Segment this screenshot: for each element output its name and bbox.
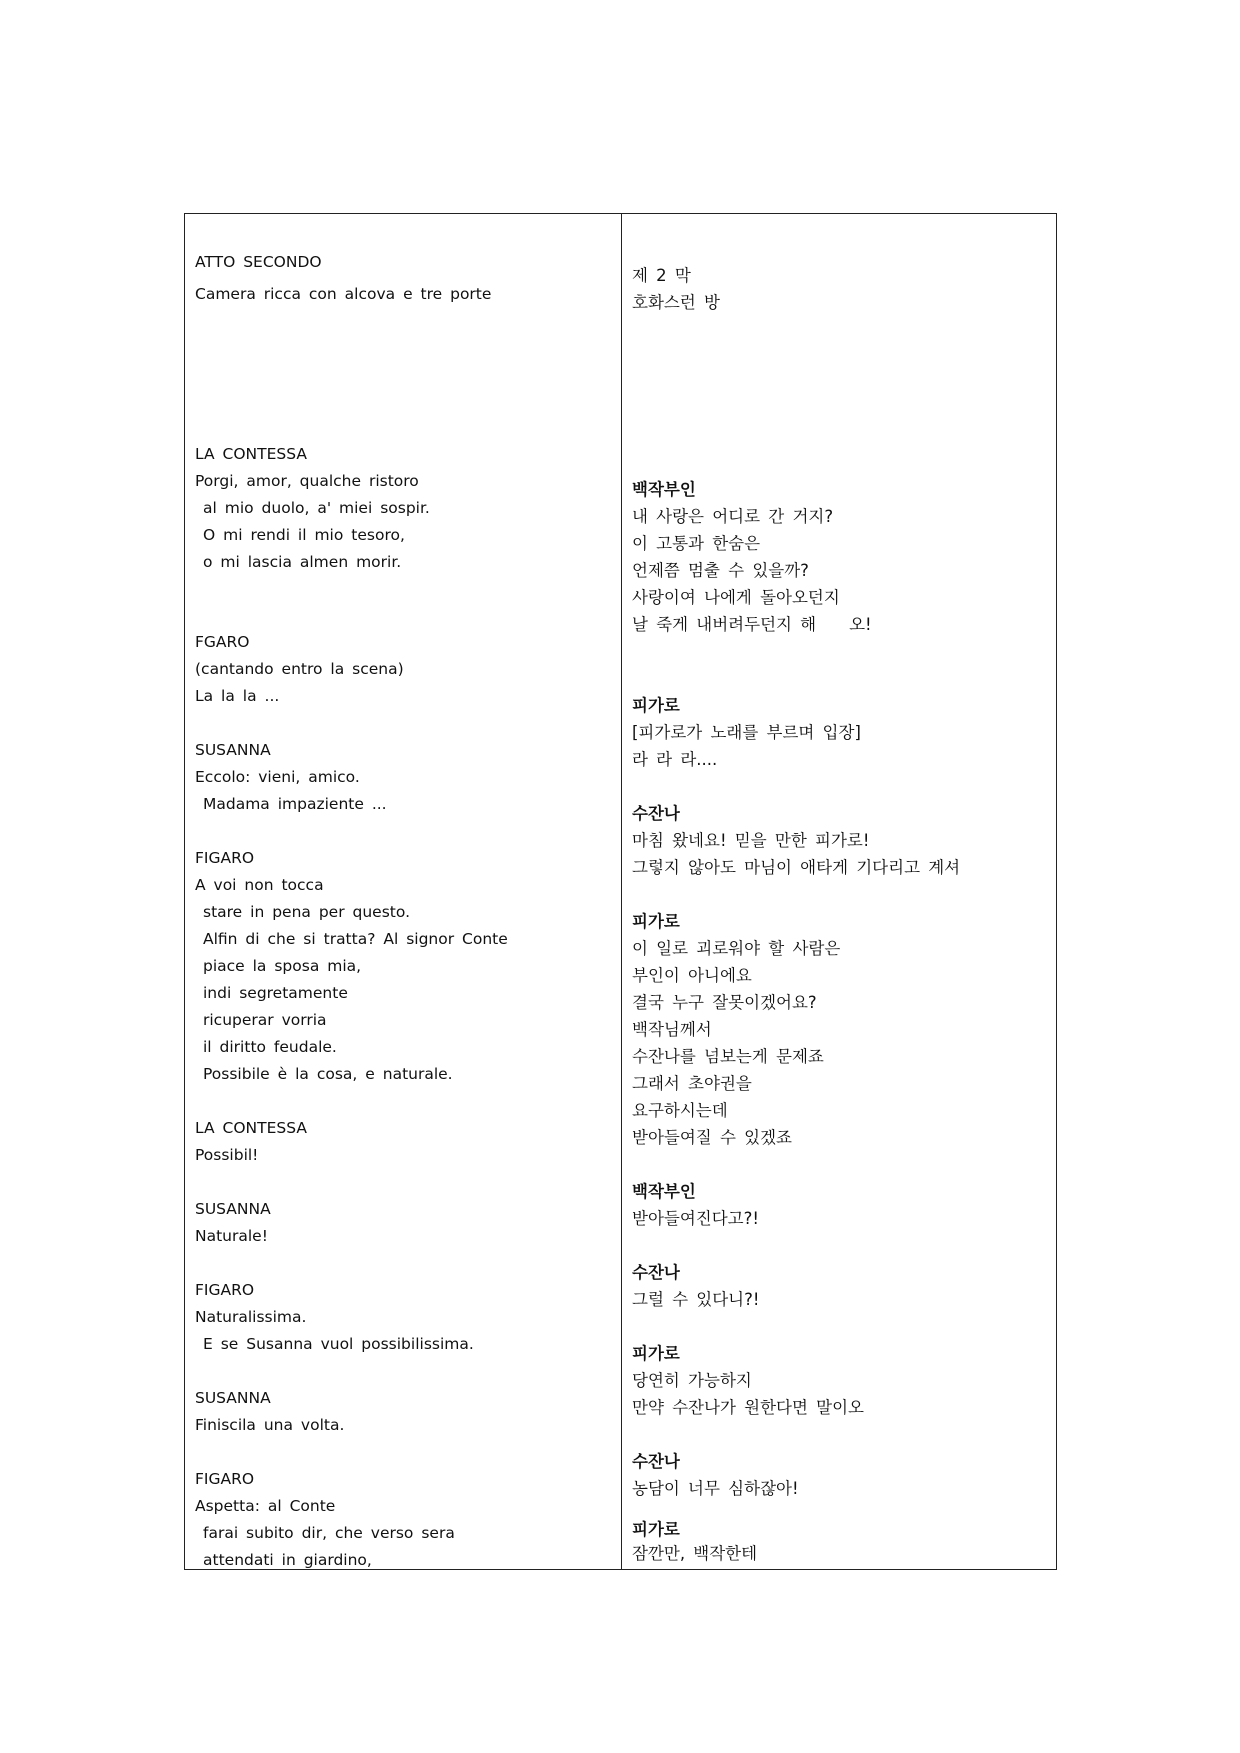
korean-column <box>622 214 1056 1569</box>
speaker-name: SUSANNA <box>195 1389 271 1407</box>
verse-line: Possibile è la cosa, e naturale. <box>203 1065 453 1083</box>
speaker-name: FGARO <box>195 633 250 651</box>
verse-line: 사랑이여 나에게 돌아오던지 <box>632 588 840 607</box>
stage-direction: (cantando entro la scena) <box>195 660 404 678</box>
verse-line: Possibil! <box>195 1146 259 1164</box>
speaker-name: FIGARO <box>195 1470 255 1488</box>
scene-description: 호화스런 방 <box>632 293 720 312</box>
verse-line: 받아들여질 수 있겠죠 <box>632 1128 792 1147</box>
italian-column <box>185 214 622 1569</box>
verse-line: Porgi, amor, qualche ristoro <box>195 472 419 490</box>
stage-direction: [피가로가 노래를 부르며 입장] <box>632 723 861 742</box>
verse-line: al mio duolo, a' miei sospir. <box>203 499 430 517</box>
verse-line: Aspetta: al Conte <box>195 1497 336 1515</box>
verse-line: o mi lascia almen morir. <box>203 553 402 571</box>
verse-line: La la la ... <box>195 687 280 705</box>
speaker-name: 피가로 <box>632 1520 680 1539</box>
speaker-name: 피가로 <box>632 912 680 931</box>
speaker-name: 백작부인 <box>632 480 696 499</box>
verse-line: Finiscila una volta. <box>195 1416 345 1434</box>
speaker-name: 피가로 <box>632 1344 680 1363</box>
scene-description: Camera ricca con alcova e tre porte <box>195 285 492 303</box>
verse-line: 그렇지 않아도 마님이 애타게 기다리고 계셔 <box>632 858 961 877</box>
verse-line: 백작님께서 <box>632 1020 712 1039</box>
verse-line: 잠깐만, 백작한테 <box>632 1544 758 1563</box>
verse-line: Alfin di che si tratta? Al signor Conte <box>203 930 508 948</box>
speaker-name: FIGARO <box>195 1281 255 1299</box>
verse-line: Naturale! <box>195 1227 268 1245</box>
verse-line: 마침 왔네요! 믿을 만한 피가로! <box>632 831 870 850</box>
speaker-name: 수잔나 <box>632 804 680 823</box>
verse-line: 내 사랑은 어디로 간 거지? <box>632 507 834 526</box>
speaker-name: LA CONTESSA <box>195 445 307 463</box>
speaker-name: 수잔나 <box>632 1452 680 1471</box>
speaker-name: SUSANNA <box>195 741 271 759</box>
verse-line: 결국 누구 잘못이겠어요? <box>632 993 817 1012</box>
verse-line: indi segretamente <box>203 984 348 1002</box>
verse-line: stare in pena per questo. <box>203 903 410 921</box>
verse-line: ricuperar vorria <box>203 1011 327 1029</box>
verse-line: Madama impaziente ... <box>203 795 387 813</box>
verse-line: 당연히 가능하지 <box>632 1371 752 1390</box>
verse-line: A voi non tocca <box>195 876 324 894</box>
speaker-name: 수잔나 <box>632 1263 680 1282</box>
verse-line: 그래서 초야권을 <box>632 1074 752 1093</box>
speaker-name: FIGARO <box>195 849 255 867</box>
verse-line: 농담이 너무 심하잖아! <box>632 1479 799 1498</box>
verse-line: 받아들여진다고?! <box>632 1209 759 1228</box>
verse-line: O mi rendi il mio tesoro, <box>203 526 405 544</box>
verse-line: 이 일로 괴로워야 할 사람은 <box>632 939 841 958</box>
speaker-name: LA CONTESSA <box>195 1119 307 1137</box>
act-title: 제 2 막 <box>632 266 691 285</box>
speaker-name: SUSANNA <box>195 1200 271 1218</box>
verse-line: il diritto feudale. <box>203 1038 337 1056</box>
libretto-table <box>184 213 1057 1570</box>
verse-line: Eccolo: vieni, amico. <box>195 768 360 786</box>
verse-line: farai subito dir, che verso sera <box>203 1524 455 1542</box>
verse-line: piace la sposa mia, <box>203 957 362 975</box>
verse-line: 이 고통과 한숨은 <box>632 534 761 553</box>
act-title: ATTO SECONDO <box>195 253 322 271</box>
verse-line: 언제쯤 멈출 수 있을까? <box>632 561 809 580</box>
speaker-name: 피가로 <box>632 696 680 715</box>
verse-line: attendati in giardino, <box>203 1551 372 1569</box>
verse-line: 그럴 수 있다니?! <box>632 1290 760 1309</box>
speaker-name: 백작부인 <box>632 1182 696 1201</box>
verse-line: 만약 수잔나가 원한다면 말이오 <box>632 1398 864 1417</box>
verse-line: Naturalissima. <box>195 1308 307 1326</box>
verse-line: 라 라 라.... <box>632 750 718 769</box>
verse-line: 요구하시는데 <box>632 1101 728 1120</box>
verse-line: 날 죽게 내버려두던지 해 오! <box>632 615 872 634</box>
verse-line: E se Susanna vuol possibilissima. <box>203 1335 474 1353</box>
verse-line: 부인이 아니에요 <box>632 966 752 985</box>
verse-line: 수잔나를 넘보는게 문제죠 <box>632 1047 824 1066</box>
